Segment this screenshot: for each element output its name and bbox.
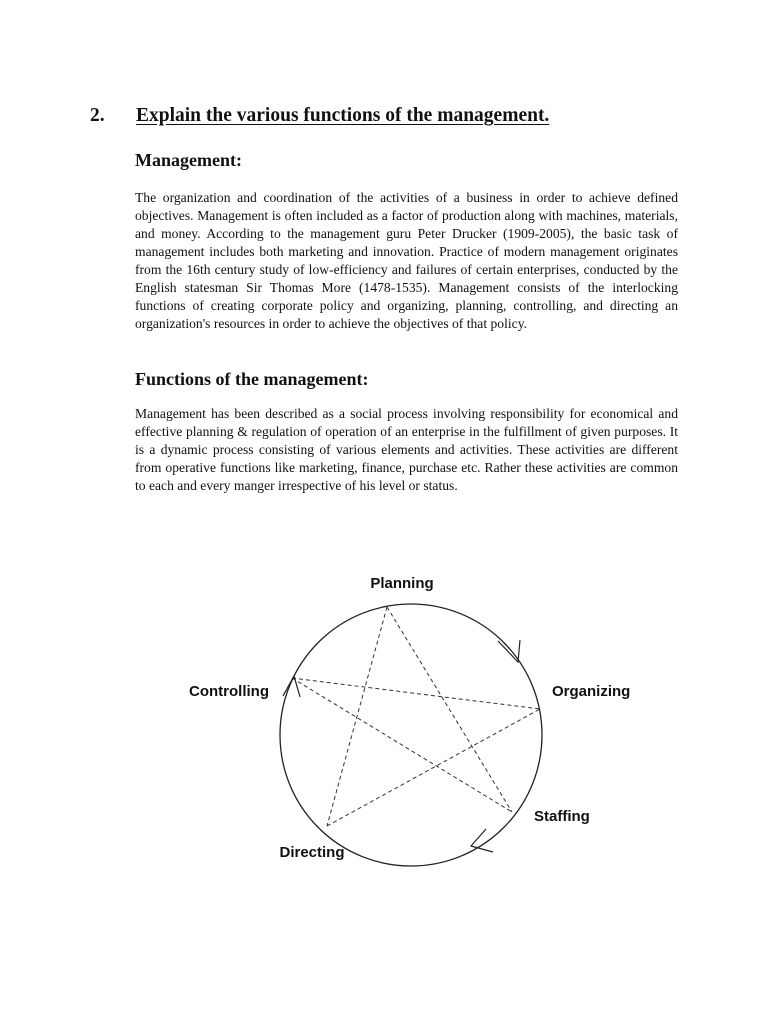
functions-heading: Functions of the management:	[135, 369, 369, 389]
star-connectors	[292, 607, 540, 826]
question-text: Explain the various functions of the management.	[136, 105, 550, 126]
question-number: 2.	[90, 105, 105, 126]
connector-planning-directing	[327, 607, 387, 826]
cycle-arrows	[283, 640, 520, 852]
label-organizing: Organizing	[552, 683, 631, 700]
management-paragraph: The organization and coordination of the activities of a business in order to achieve defined objectives. Management is often included as a factor of production along with machines, materials, and money. According to the management guru Peter Drucker (1909-2005), the basic task of management includes both marketing and innovation. Practice of modern management originates from the 16th century study of low-efficiency and failures of certain enterprises, conducted by the English statesman Sir Thomas More (1478-1535). Management consists of the interlocking functions of creating corporate policy and organizing, planning, controlling, and directing an organization's resources in order to achieve the objectives of that policy.	[135, 190, 678, 331]
connector-planning-staffing	[387, 607, 512, 812]
management-heading: Management:	[135, 150, 242, 170]
connector-controlling-organizing	[292, 678, 540, 709]
functions-paragraph: Management has been described as a social process involving responsibility for economical and effective planning & regulation of operation of an enterprise in the fulfillment of given purposes. It is a dynamic process consisting of various elements and activities. These activities are different from operative functions like marketing, finance, purchase etc. Rather these activities are common to each and every manger irrespective of his level or status.	[135, 406, 678, 493]
label-controlling: Controlling	[189, 683, 269, 700]
label-planning: Planning	[370, 575, 434, 592]
connector-controlling-staffing	[292, 678, 512, 812]
connector-directing-organizing	[327, 709, 540, 826]
label-staffing: Staffing	[534, 808, 590, 825]
arrow-directing-to-controlling	[283, 676, 300, 697]
cycle-circle	[280, 604, 542, 866]
label-directing: Directing	[279, 844, 345, 861]
